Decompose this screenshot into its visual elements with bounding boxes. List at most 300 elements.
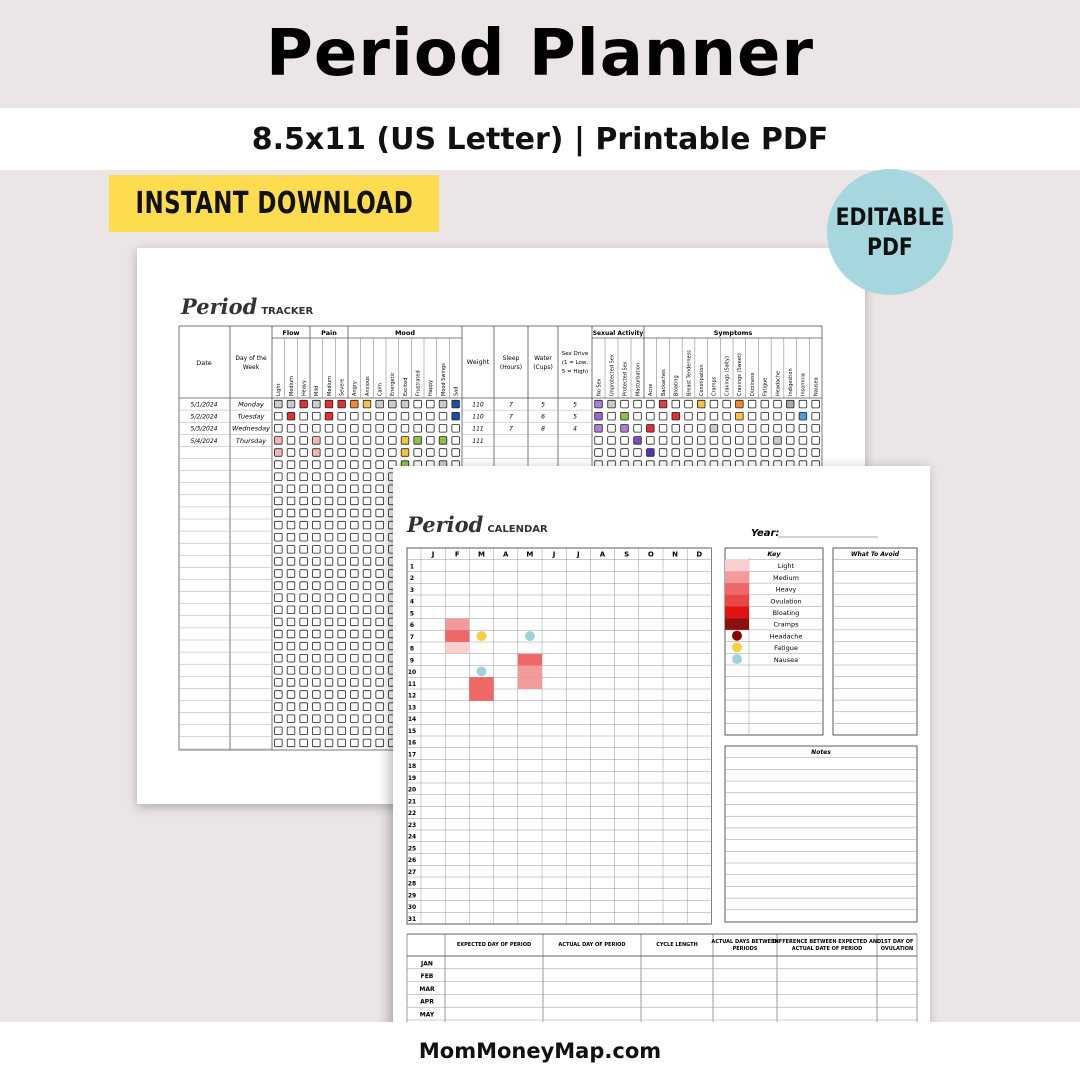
tracker-checkbox bbox=[363, 485, 371, 493]
tracker-checkbox bbox=[313, 703, 321, 711]
tracker-checkbox bbox=[313, 582, 321, 590]
key-swatch bbox=[725, 571, 749, 583]
tracker-col-label: Angry bbox=[352, 381, 359, 396]
tracker-checkbox bbox=[761, 400, 769, 408]
tracker-checkbox bbox=[736, 412, 744, 420]
title-band bbox=[0, 0, 1080, 108]
calendar-month-header: D bbox=[696, 550, 703, 559]
tracker-checkbox bbox=[736, 400, 744, 408]
calendar-day-number: 12 bbox=[407, 692, 417, 700]
tracker-col-label: Calm bbox=[377, 383, 384, 396]
tracker-checkbox bbox=[363, 497, 371, 505]
calendar-day-number: 16 bbox=[407, 739, 417, 747]
summary-header: 1ST DAY OF OVULATION bbox=[880, 939, 914, 952]
tracker-checkbox bbox=[376, 546, 384, 554]
tracker-checkbox bbox=[799, 425, 807, 433]
tracker-day-cell: Monday bbox=[238, 400, 264, 409]
tracker-checkbox bbox=[287, 679, 295, 687]
tracker-checkbox bbox=[672, 400, 680, 408]
calendar-day-number: 19 bbox=[407, 774, 417, 782]
col-day-header-line1: Day of the bbox=[235, 355, 267, 362]
tracker-checkbox bbox=[452, 437, 460, 445]
tracker-checkbox bbox=[351, 558, 359, 566]
tracker-checkbox bbox=[363, 400, 371, 408]
tracker-checkbox bbox=[325, 727, 333, 735]
tracker-checkbox bbox=[338, 437, 346, 445]
tracker-checkbox bbox=[376, 594, 384, 602]
tracker-checkbox bbox=[325, 715, 333, 723]
tracker-checkbox bbox=[300, 582, 308, 590]
tracker-checkbox bbox=[685, 425, 693, 433]
tracker-checkbox bbox=[634, 437, 642, 445]
tracker-checkbox bbox=[287, 533, 295, 541]
key-swatch bbox=[725, 607, 749, 619]
tracker-checkbox bbox=[325, 437, 333, 445]
tracker-checkbox bbox=[723, 400, 731, 408]
tracker-checkbox bbox=[325, 594, 333, 602]
tracker-checkbox bbox=[338, 654, 346, 662]
tracker-checkbox bbox=[672, 412, 680, 420]
tracker-col-label: Constipation bbox=[699, 364, 706, 396]
avoid-title: What To Avoid bbox=[850, 551, 900, 558]
col-water-header-line1: Water bbox=[534, 355, 552, 362]
key-swatch bbox=[725, 583, 749, 595]
tracker-checkbox bbox=[351, 618, 359, 626]
tracker-checkbox bbox=[414, 400, 422, 408]
tracker-checkbox bbox=[621, 425, 629, 433]
tracker-checkbox bbox=[313, 521, 321, 529]
tracker-checkbox bbox=[401, 400, 409, 408]
tracker-checkbox bbox=[338, 509, 346, 517]
tracker-checkbox bbox=[338, 606, 346, 614]
tracker-checkbox bbox=[275, 691, 283, 699]
tracker-checkbox bbox=[376, 630, 384, 638]
group-pain-header: Pain bbox=[321, 329, 337, 337]
tracker-checkbox bbox=[376, 679, 384, 687]
tracker-checkbox bbox=[621, 437, 629, 445]
tracker-checkbox bbox=[275, 497, 283, 505]
summary-month-label: JAN bbox=[421, 960, 433, 968]
tracker-checkbox bbox=[723, 437, 731, 445]
tracker-checkbox bbox=[427, 437, 435, 445]
tracker-checkbox bbox=[351, 654, 359, 662]
tracker-checkbox bbox=[287, 691, 295, 699]
tracker-checkbox bbox=[351, 497, 359, 505]
tracker-checkbox bbox=[351, 400, 359, 408]
tracker-checkbox bbox=[710, 449, 718, 457]
tracker-col-label: Acne bbox=[648, 383, 655, 396]
calendar-day-number: 4 bbox=[409, 598, 415, 606]
tracker-checkbox bbox=[287, 570, 295, 578]
tracker-checkbox bbox=[634, 400, 642, 408]
tracker-day-cell: Thursday bbox=[235, 436, 267, 445]
tracker-checkbox bbox=[427, 400, 435, 408]
tracker-checkbox bbox=[376, 509, 384, 517]
calendar-day-number: 9 bbox=[409, 657, 415, 665]
tracker-sexdrive-cell: 5 bbox=[573, 401, 577, 409]
group-mood-header: Mood bbox=[394, 329, 416, 337]
tracker-checkbox bbox=[351, 437, 359, 445]
calendar-month-header: M bbox=[478, 550, 485, 559]
key-label: Fatigue bbox=[774, 644, 798, 653]
tracker-checkbox bbox=[376, 449, 384, 457]
tracker-checkbox bbox=[338, 594, 346, 602]
tracker-checkbox bbox=[376, 521, 384, 529]
tracker-checkbox bbox=[608, 437, 616, 445]
tracker-checkbox bbox=[363, 642, 371, 650]
tracker-checkbox bbox=[300, 618, 308, 626]
tracker-checkbox bbox=[338, 642, 346, 650]
tracker-col-label: Mood Swings bbox=[440, 363, 447, 396]
calendar-title-script: Period bbox=[407, 512, 484, 537]
tracker-checkbox bbox=[275, 533, 283, 541]
tracker-checkbox bbox=[363, 618, 371, 626]
tracker-checkbox bbox=[275, 618, 283, 626]
tracker-checkbox bbox=[697, 449, 705, 457]
tracker-checkbox bbox=[401, 437, 409, 445]
tracker-checkbox bbox=[275, 630, 283, 638]
col-sexdrive-header-line3: 5 = High) bbox=[561, 369, 589, 375]
tracker-checkbox bbox=[351, 667, 359, 675]
tracker-date-cell: 5/2/2024 bbox=[190, 413, 218, 421]
tracker-checkbox bbox=[363, 679, 371, 687]
tracker-checkbox bbox=[275, 715, 283, 723]
tracker-checkbox bbox=[659, 425, 667, 433]
key-label: Ovulation bbox=[770, 597, 802, 606]
tracker-checkbox bbox=[389, 425, 397, 433]
tracker-checkbox bbox=[275, 449, 283, 457]
tracker-checkbox bbox=[401, 412, 409, 420]
tracker-checkbox bbox=[338, 703, 346, 711]
tracker-checkbox bbox=[608, 412, 616, 420]
tracker-col-label: Heavy bbox=[301, 380, 308, 396]
tracker-checkbox bbox=[761, 449, 769, 457]
tracker-checkbox bbox=[325, 570, 333, 578]
tracker-checkbox bbox=[672, 449, 680, 457]
tracker-checkbox bbox=[313, 473, 321, 481]
tracker-checkbox bbox=[376, 485, 384, 493]
tracker-checkbox bbox=[761, 425, 769, 433]
tracker-checkbox bbox=[812, 449, 820, 457]
tracker-checkbox bbox=[338, 630, 346, 638]
tracker-checkbox bbox=[723, 425, 731, 433]
tracker-checkbox bbox=[300, 473, 308, 481]
tracker-checkbox bbox=[300, 679, 308, 687]
tracker-checkbox bbox=[736, 449, 744, 457]
calendar-flow-mark bbox=[518, 654, 542, 666]
tracker-checkbox bbox=[338, 533, 346, 541]
tracker-checkbox bbox=[786, 400, 794, 408]
tracker-col-label: Fatigue bbox=[762, 377, 769, 396]
summary-month-label: MAR bbox=[419, 985, 435, 993]
tracker-col-label: Medium bbox=[288, 376, 295, 396]
tracker-checkbox bbox=[376, 400, 384, 408]
tracker-checkbox bbox=[697, 437, 705, 445]
tracker-sexdrive-cell: 4 bbox=[573, 425, 577, 433]
tracker-checkbox bbox=[748, 449, 756, 457]
calendar-day-number: 25 bbox=[407, 845, 417, 853]
tracker-checkbox bbox=[300, 461, 308, 469]
tracker-checkbox bbox=[389, 437, 397, 445]
tracker-checkbox bbox=[300, 533, 308, 541]
tracker-checkbox bbox=[685, 400, 693, 408]
tracker-checkbox bbox=[363, 667, 371, 675]
tracker-checkbox bbox=[351, 679, 359, 687]
tracker-checkbox bbox=[287, 618, 295, 626]
tracker-checkbox bbox=[376, 497, 384, 505]
tracker-checkbox bbox=[376, 533, 384, 541]
calendar-day-number: 2 bbox=[409, 575, 415, 582]
tracker-checkbox bbox=[313, 654, 321, 662]
tracker-checkbox bbox=[799, 437, 807, 445]
tracker-checkbox bbox=[300, 715, 308, 723]
tracker-col-label: Happy bbox=[428, 379, 435, 396]
tracker-checkbox bbox=[313, 485, 321, 493]
tracker-checkbox bbox=[313, 400, 321, 408]
tracker-checkbox bbox=[363, 533, 371, 541]
tracker-checkbox bbox=[710, 412, 718, 420]
tracker-checkbox bbox=[275, 570, 283, 578]
tracker-checkbox bbox=[300, 521, 308, 529]
tracker-checkbox bbox=[275, 582, 283, 590]
tracker-checkbox bbox=[363, 715, 371, 723]
calendar-day-number: 28 bbox=[407, 880, 417, 888]
tracker-title-caps: TRACKER bbox=[261, 306, 314, 317]
tracker-checkbox bbox=[363, 727, 371, 735]
tracker-checkbox bbox=[275, 546, 283, 554]
calendar-day-number: 3 bbox=[409, 586, 415, 594]
tracker-checkbox bbox=[351, 509, 359, 517]
tracker-checkbox bbox=[325, 558, 333, 566]
calendar-day-number: 11 bbox=[407, 680, 417, 688]
tracker-checkbox bbox=[338, 570, 346, 578]
tracker-checkbox bbox=[287, 703, 295, 711]
tracker-checkbox bbox=[376, 570, 384, 578]
calendar-month-header: A bbox=[502, 550, 509, 559]
tracker-checkbox bbox=[313, 739, 321, 747]
tracker-checkbox bbox=[300, 509, 308, 517]
tracker-col-label: No Sex bbox=[596, 378, 603, 396]
tracker-checkbox bbox=[313, 630, 321, 638]
calendar-day-number: 26 bbox=[407, 857, 417, 864]
key-dot bbox=[732, 654, 742, 664]
tracker-col-label: Sad bbox=[453, 386, 460, 396]
tracker-col-label: Insomnia bbox=[800, 373, 807, 396]
tracker-water-cell: 5 bbox=[541, 401, 545, 409]
calendar-day-number: 10 bbox=[407, 669, 417, 676]
calendar-grid bbox=[393, 466, 930, 1066]
tracker-checkbox bbox=[287, 606, 295, 614]
tracker-checkbox bbox=[325, 449, 333, 457]
tracker-col-label: Energetic bbox=[390, 372, 397, 396]
tracker-checkbox bbox=[799, 412, 807, 420]
tracker-checkbox bbox=[338, 521, 346, 529]
tracker-checkbox bbox=[748, 437, 756, 445]
tracker-checkbox bbox=[376, 437, 384, 445]
tracker-checkbox bbox=[275, 679, 283, 687]
tracker-col-label: Protected Sex bbox=[622, 361, 629, 396]
calendar-title-caps: CALENDAR bbox=[487, 524, 548, 535]
tracker-checkbox bbox=[338, 497, 346, 505]
subtitle-band bbox=[0, 108, 1080, 170]
tracker-checkbox bbox=[363, 425, 371, 433]
key-label: Headache bbox=[769, 632, 803, 641]
tracker-date-cell: 5/1/2024 bbox=[190, 401, 218, 409]
tracker-checkbox bbox=[300, 570, 308, 578]
tracker-checkbox bbox=[595, 425, 603, 433]
tracker-checkbox bbox=[300, 630, 308, 638]
tracker-checkbox bbox=[275, 642, 283, 650]
tracker-checkbox bbox=[338, 473, 346, 481]
col-weight-header: Weight bbox=[466, 358, 490, 366]
tracker-checkbox bbox=[376, 727, 384, 735]
tracker-checkbox bbox=[659, 400, 667, 408]
tracker-checkbox bbox=[287, 412, 295, 420]
tracker-checkbox bbox=[389, 400, 397, 408]
calendar-month-header: J bbox=[576, 550, 580, 559]
tracker-checkbox bbox=[338, 739, 346, 747]
summary-header: ACTUAL DAY OF PERIOD bbox=[558, 942, 626, 948]
calendar-flow-mark bbox=[445, 630, 469, 642]
calendar-flow-mark bbox=[469, 677, 493, 689]
instant-download-label: INSTANT DOWNLOAD bbox=[135, 186, 413, 221]
tracker-checkbox bbox=[351, 570, 359, 578]
tracker-checkbox bbox=[634, 425, 642, 433]
tracker-checkbox bbox=[439, 425, 447, 433]
calendar-day-number: 20 bbox=[407, 786, 417, 794]
tracker-checkbox bbox=[595, 437, 603, 445]
tracker-checkbox bbox=[363, 594, 371, 602]
tracker-checkbox bbox=[338, 546, 346, 554]
tracker-checkbox bbox=[363, 558, 371, 566]
tracker-checkbox bbox=[761, 412, 769, 420]
col-sexdrive-header-line2: (1 = Low, bbox=[561, 360, 589, 366]
tracker-col-label: Masturbation bbox=[635, 363, 642, 396]
tracker-checkbox bbox=[452, 412, 460, 420]
tracker-checkbox bbox=[313, 618, 321, 626]
tracker-checkbox bbox=[672, 437, 680, 445]
tracker-checkbox bbox=[287, 739, 295, 747]
calendar-day-number: 1 bbox=[409, 563, 415, 571]
tracker-checkbox bbox=[300, 449, 308, 457]
tracker-checkbox bbox=[647, 412, 655, 420]
key-dot bbox=[732, 642, 742, 652]
tracker-checkbox bbox=[363, 437, 371, 445]
tracker-weight-cell: 110 bbox=[472, 401, 484, 409]
tracker-checkbox bbox=[414, 412, 422, 420]
tracker-checkbox bbox=[325, 497, 333, 505]
tracker-checkbox bbox=[287, 425, 295, 433]
tracker-checkbox bbox=[414, 437, 422, 445]
tracker-checkbox bbox=[325, 642, 333, 650]
tracker-checkbox bbox=[313, 437, 321, 445]
tracker-checkbox bbox=[300, 727, 308, 735]
tracker-checkbox bbox=[338, 449, 346, 457]
tracker-col-label: Breast Tenderness bbox=[686, 350, 693, 396]
summary-header: CYCLE LENGTH bbox=[656, 942, 698, 948]
tracker-checkbox bbox=[338, 485, 346, 493]
tracker-checkbox bbox=[325, 606, 333, 614]
summary-header: DIFFERENCE BETWEEN EXPECTED AND ACTUAL DATE OF PERIOD bbox=[772, 939, 882, 952]
tracker-checkbox bbox=[376, 412, 384, 420]
tracker-checkbox bbox=[786, 449, 794, 457]
tracker-checkbox bbox=[325, 485, 333, 493]
summary-header: ACTUAL DAYS BETWEEN PERIODS bbox=[711, 939, 779, 952]
tracker-col-label: Frustrated bbox=[415, 370, 422, 396]
tracker-checkbox bbox=[736, 425, 744, 433]
col-sexdrive-header-line1: Sex Drive bbox=[561, 351, 589, 357]
tracker-checkbox bbox=[608, 425, 616, 433]
key-label: Light bbox=[777, 562, 795, 571]
tracker-checkbox bbox=[313, 558, 321, 566]
calendar-flow-mark bbox=[518, 677, 542, 689]
tracker-checkbox bbox=[287, 461, 295, 469]
tracker-checkbox bbox=[595, 400, 603, 408]
tracker-checkbox bbox=[376, 715, 384, 723]
tracker-checkbox bbox=[376, 667, 384, 675]
tracker-checkbox bbox=[685, 449, 693, 457]
tracker-checkbox bbox=[812, 437, 820, 445]
tracker-checkbox bbox=[799, 400, 807, 408]
tracker-checkbox bbox=[376, 654, 384, 662]
tracker-checkbox bbox=[325, 630, 333, 638]
tracker-checkbox bbox=[697, 400, 705, 408]
tracker-checkbox bbox=[275, 461, 283, 469]
col-day-header-line2: Week bbox=[242, 364, 260, 371]
tracker-checkbox bbox=[287, 594, 295, 602]
tracker-checkbox bbox=[647, 449, 655, 457]
tracker-checkbox bbox=[659, 412, 667, 420]
editable-pdf-badge bbox=[827, 169, 953, 295]
tracker-checkbox bbox=[427, 449, 435, 457]
tracker-checkbox bbox=[363, 449, 371, 457]
tracker-checkbox bbox=[621, 400, 629, 408]
tracker-checkbox bbox=[363, 546, 371, 554]
tracker-checkbox bbox=[710, 400, 718, 408]
tracker-checkbox bbox=[363, 691, 371, 699]
tracker-checkbox bbox=[338, 400, 346, 408]
tracker-sleep-cell: 7 bbox=[509, 413, 513, 421]
tracker-col-label: Light bbox=[276, 383, 283, 396]
tracker-checkbox bbox=[723, 449, 731, 457]
key-title: Key bbox=[767, 550, 781, 558]
summary-month-label: FEB bbox=[420, 973, 434, 981]
tracker-sleep-cell: 7 bbox=[509, 425, 513, 433]
tracker-checkbox bbox=[300, 606, 308, 614]
tracker-checkbox bbox=[376, 703, 384, 711]
summary-header: EXPECTED DAY OF PERIOD bbox=[456, 942, 532, 948]
calendar-day-number: 5 bbox=[409, 610, 415, 618]
tracker-checkbox bbox=[351, 630, 359, 638]
footer-site: MomMoneyMap.com bbox=[418, 1039, 662, 1063]
tracker-checkbox bbox=[710, 437, 718, 445]
notes-title: Notes bbox=[811, 749, 831, 756]
calendar-month-header: F bbox=[454, 550, 460, 559]
footer-band bbox=[0, 1022, 1080, 1080]
tracker-checkbox bbox=[287, 715, 295, 723]
tracker-checkbox bbox=[313, 497, 321, 505]
tracker-checkbox bbox=[275, 521, 283, 529]
tracker-checkbox bbox=[439, 412, 447, 420]
tracker-checkbox bbox=[351, 473, 359, 481]
calendar-day-number: 27 bbox=[407, 868, 417, 876]
tracker-checkbox bbox=[338, 582, 346, 590]
tracker-checkbox bbox=[325, 509, 333, 517]
tracker-checkbox bbox=[300, 703, 308, 711]
tracker-checkbox bbox=[351, 715, 359, 723]
tracker-checkbox bbox=[325, 679, 333, 687]
tracker-day-cell: Tuesday bbox=[237, 412, 265, 421]
